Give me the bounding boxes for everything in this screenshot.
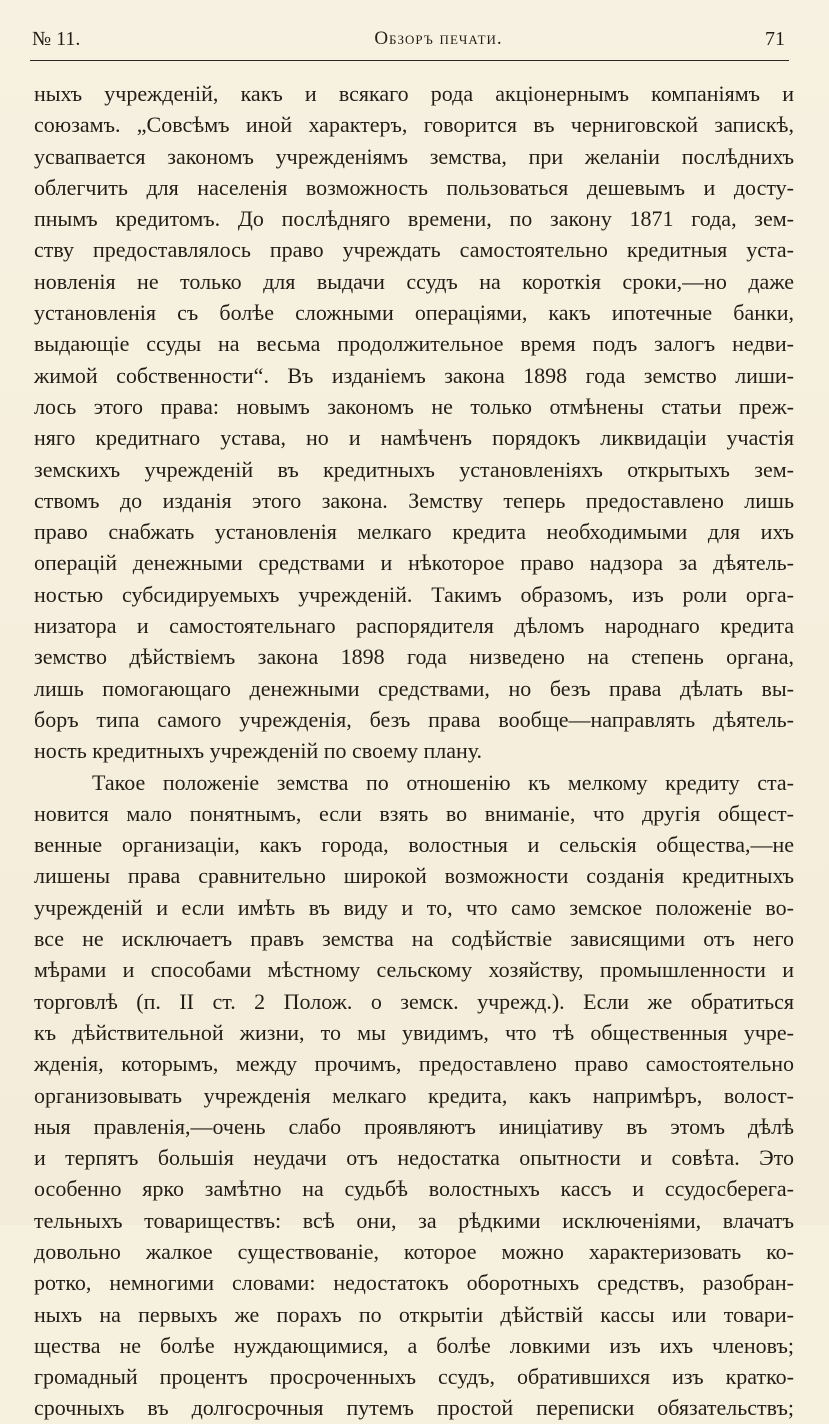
page-number: 71 [765,27,785,50]
text-line: громадный процентъ просроченныхъ ссудъ, обратившихся изъ кратко- [34,1364,794,1390]
text-line: ныхъ на первыхъ же порахъ по открытіи дѣйствій кассы или товари- [34,1301,794,1327]
text-line: лишь помогающаго денежными средствами, но безъ права дѣлать вы- [34,675,794,701]
text-line: ствомъ до изданія этого закона. Земству теперь предоставлено лишь [34,487,794,513]
text-line: усвапвается закономъ учрежденіямъ земства, при желаніи послѣднихъ [34,143,794,169]
text-line: ныхъ учрежденій, какъ и всякаго рода акціонернымъ компаніямъ и [34,81,794,106]
text-line: ностью субсидируемыхъ учрежденій. Такимъ образомъ, изъ роли орга- [34,581,794,607]
running-title: Обзоръ печати. [374,28,503,49]
text-line: няго кредитнаго устава, но и намѣченъ порядокъ ликвидаціи участія [34,425,794,451]
header-rule [30,60,789,61]
text-line: ность кредитныхъ учрежденій по своему плану. [34,738,483,764]
text-line: выдающіе ссуды на весьма продолжительное время подъ залогъ недви- [34,331,794,357]
text-line: низатора и самостоятельнаго распорядителя дѣломъ народнаго кредита [34,613,794,639]
text-line: лось этого права: новымъ закономъ не только отмѣнены статьи преж- [34,393,794,419]
issue-number: № 11. [32,27,81,50]
text-line: ству предоставлялось право учреждать самостоятельно кредитныя уста- [34,237,794,263]
body-text [34,78,794,1424]
text-line: срочныхъ въ долгосрочныя путемъ простой переписки обязательствъ; [34,1395,794,1421]
text-line: щества не болѣе нуждающимися, а болѣе ловкими изъ ихъ членовъ; [34,1332,794,1358]
text-line: учрежденій и если имѣть въ виду и то, что само земское положеніе во- [34,894,794,920]
text-line: союзамъ. „Совсѣмъ иной характеръ, говорится въ черниговской запискѣ, [34,112,794,138]
text-line: Такое положеніе земства по отношенію къ мелкому кредиту ста- [92,769,794,795]
text-line: къ дѣйствительной жизни, то мы увидимъ, что тѣ общественныя учре- [34,1019,794,1045]
text-line: венные организаціи, какъ города, волостныя и сельскія общества,—не [34,832,794,858]
text-line: особенно ярко замѣтно на судьбѣ волостныхъ кассъ и ссудосберега- [34,1176,794,1202]
page-header [32,24,785,54]
text-line: ротко, немногими словами: недостатокъ оборотныхъ средствъ, разобран- [34,1270,794,1296]
text-line: и терпятъ большія неудачи отъ недостатка опытности и совѣта. Это [34,1145,794,1171]
text-line: торговлѣ (п. II ст. 2 Полож. о земск. учрежд.). Если же обратиться [34,988,794,1014]
text-line: операцій денежными средствами и нѣкоторое право надзора за дѣятель- [34,550,794,576]
text-line: пнымъ кредитомъ. До послѣдняго времени, по закону 1871 года, зем- [34,206,794,232]
text-line: облегчить для населенія возможность пользоваться дешевымъ и досту- [34,174,794,200]
text-line: ныя правленія,—очень слабо проявляютъ иниціативу въ этомъ дѣлѣ [34,1113,794,1139]
text-line: установленія съ болѣе сложными операціями, какъ ипотечные банки, [34,300,794,326]
text-line: все не исключаетъ правъ земства на содѣйствіе зависящими отъ него [34,926,794,952]
text-line: жимой собственности“. Въ изданіемъ закона 1898 года земство лиши- [34,362,794,388]
text-line: жденія, которымъ, между прочимъ, предоставлено право самостоятельно [34,1051,794,1077]
text-line: земство дѣйствіемъ закона 1898 года низведено на степень органа, [34,644,794,670]
text-line: новится мало понятнымъ, если взять во вниманіе, что другія общест- [34,800,794,826]
text-line: мѣрами и способами мѣстному сельскому хозяйству, промышленности и [34,957,794,983]
text-line: довольно жалкое существованіе, которое можно характеризовать ко- [34,1238,794,1264]
text-line: организовывать учрежденія мелкаго кредита, какъ напримѣръ, волост- [34,1082,794,1108]
text-line: земскихъ учрежденій въ кредитныхъ установленіяхъ открытыхъ зем- [34,456,794,482]
text-line: боръ типа самого учрежденія, безъ права вообще—направлять дѣятель- [34,706,794,732]
text-line: лишены права сравнительно широкой возможности созданія кредитныхъ [34,863,794,889]
text-line: новленія не только для выдачи ссудъ на короткія сроки,—но даже [34,268,794,294]
text-line: тельныхъ товариществъ: всѣ они, за рѣдкими исключеніями, влачатъ [34,1207,794,1233]
text-line: право снабжать установленія мелкаго кредита необходимыми для ихъ [34,519,794,545]
